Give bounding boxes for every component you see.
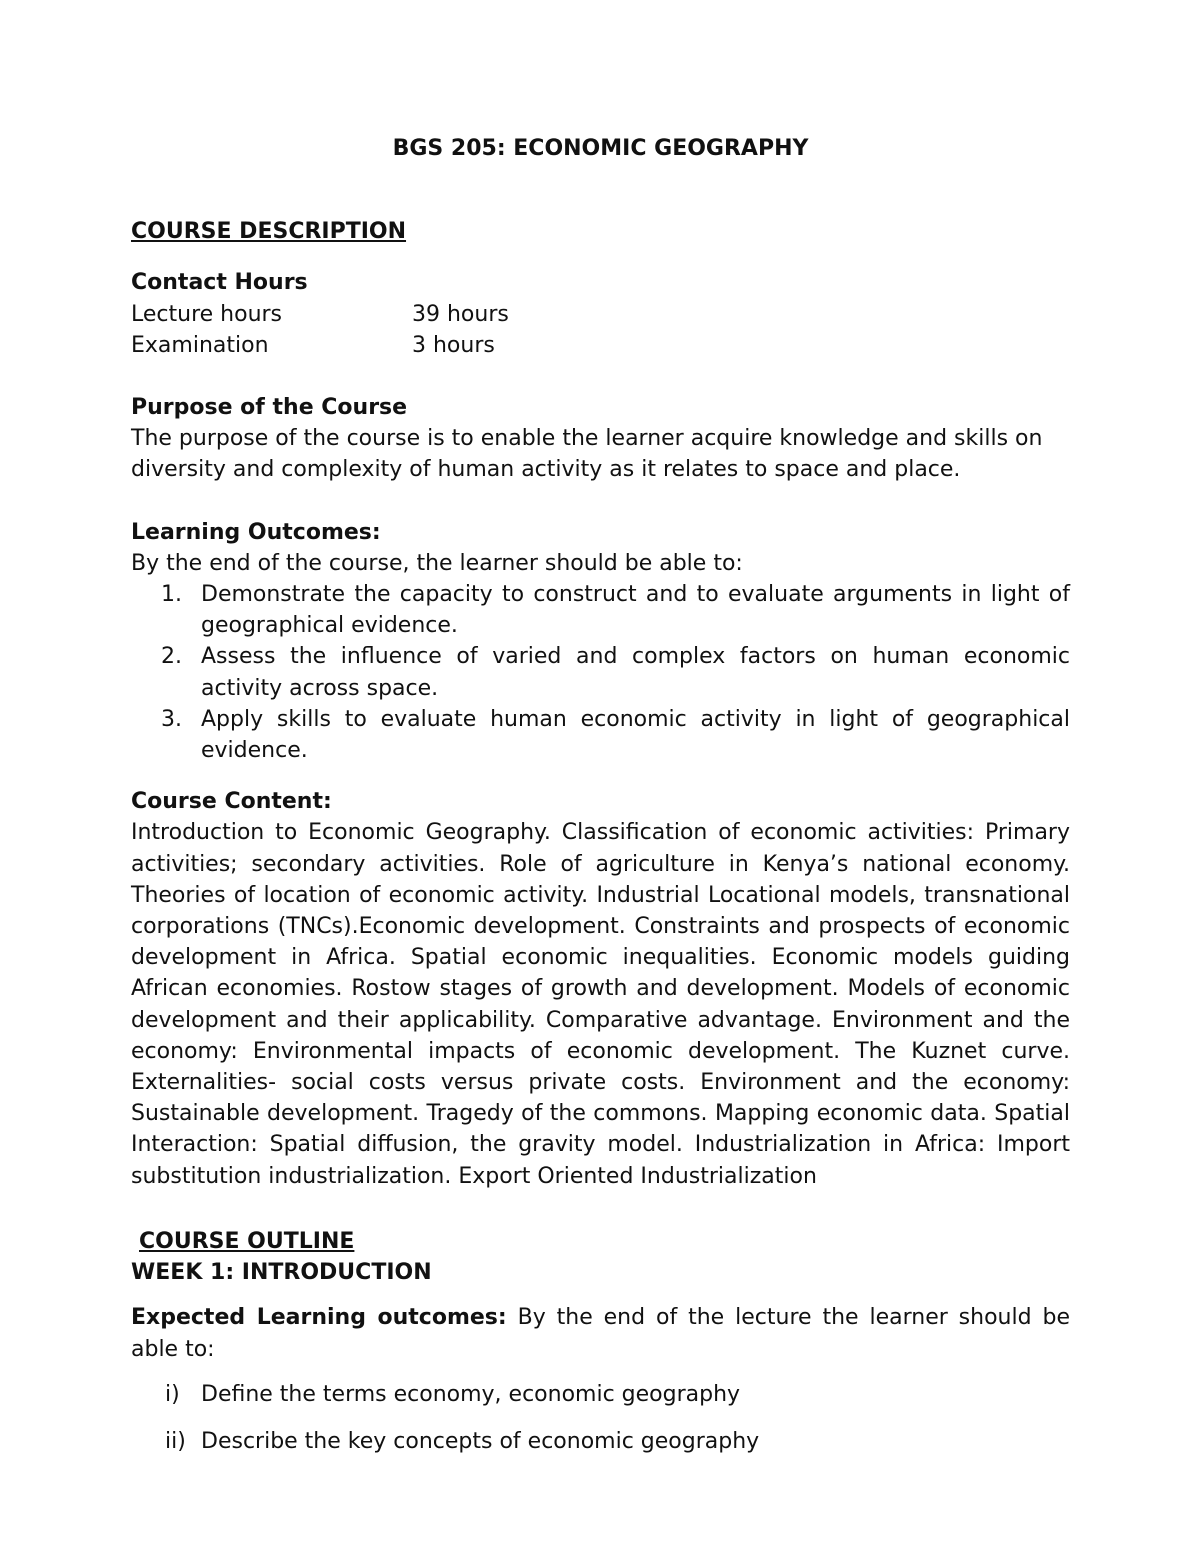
learning-outcomes-list — [131, 579, 1070, 766]
list-item — [131, 579, 1070, 641]
purpose-text: The purpose of the course is to enable the learner acquire knowledge and skills on diversity and complexity of human activity as it relates to space and place. — [131, 426, 1043, 483]
document-page — [131, 133, 1070, 1457]
list-item — [131, 1379, 1070, 1410]
expected-outcomes-label: Expected Learning outcomes: — [131, 1305, 507, 1331]
list-item-number: 1. — [161, 582, 182, 608]
contact-hours-value: 3 hours — [412, 332, 495, 358]
contact-hours-heading: Contact Hours — [131, 270, 308, 296]
expected-outcomes — [131, 1302, 1070, 1364]
document-title: BGS 205: ECONOMIC GEOGRAPHY — [392, 136, 809, 161]
learning-outcomes-heading: Learning Outcomes: — [131, 519, 381, 545]
expected-outcomes-text: By the end of the lecture the learner should be able to: — [131, 1305, 1070, 1362]
course-content-heading: Course Content: — [131, 789, 332, 815]
list-item — [131, 641, 1070, 703]
contact-hours-row — [131, 330, 1070, 361]
list-item-text: Apply skills to evaluate human economic activity in light of geographical evidence. — [201, 706, 1070, 764]
list-item-text: Describe the key concepts of economic geography — [201, 1428, 760, 1454]
list-item — [131, 704, 1070, 766]
list-item-number: 2. — [161, 644, 182, 670]
contact-hours-row — [131, 299, 1070, 330]
course-content-text: Introduction to Economic Geography. Classification of economic activities: Primary activities; secondary activities. Role of agriculture in Kenya’s national economy. Theories of location of economic activity. Industrial Locational models, transnational corporations (TNCs).Economic development. Constraints and prospects of economic development in Africa. Spatial economic inequalities. Economic models guiding African economies. Rostow stages of growth and development. Models of economic development and their applicability. Comparative advantage. Environment and the economy: Environmental impacts of economic development. The Kuznet curve. Externalities- social costs versus private costs. Environment and the economy: Sustainable development. Tragedy of the commons. Mapping economic data. Spatial Interaction: Spatial diffusion, the gravity model. Industrialization in Africa: Import substitution industrialization. Export Oriented Industrialization — [131, 820, 1070, 1189]
week-heading: WEEK 1: INTRODUCTION — [131, 1260, 432, 1286]
list-item-text: Assess the influence of varied and complex factors on human economic activity across space. — [201, 644, 1070, 701]
list-item-number: 3. — [161, 706, 182, 732]
contact-hours-label: Examination — [131, 332, 269, 358]
purpose-heading: Purpose of the Course — [131, 395, 408, 421]
list-item-text: Define the terms economy, economic geography — [201, 1381, 741, 1407]
learning-outcomes-intro: By the end of the course, the learner should be able to: — [131, 550, 743, 576]
list-item-number: i) — [165, 1381, 180, 1407]
course-description-heading: COURSE DESCRIPTION — [131, 219, 407, 245]
list-item — [131, 1426, 1070, 1457]
course-outline-heading: COURSE OUTLINE — [139, 1228, 355, 1254]
list-item-text: Demonstrate the capacity to construct and to evaluate arguments in light of geographical evidence. — [201, 582, 1070, 639]
contact-hours-value: 39 hours — [412, 301, 509, 327]
contact-hours-label: Lecture hours — [131, 301, 283, 327]
list-item-number: ii) — [165, 1428, 186, 1454]
